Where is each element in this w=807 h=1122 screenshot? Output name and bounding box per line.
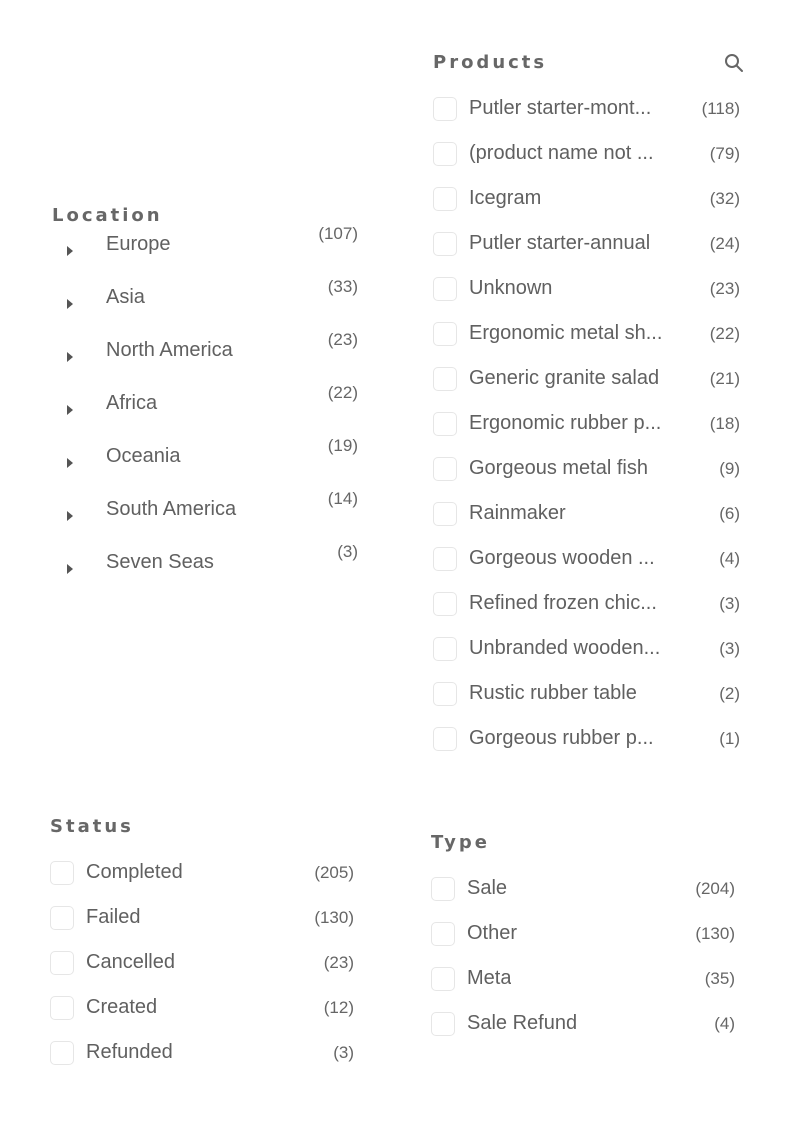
type-count: (35) [704,968,735,988]
location-item-north-america[interactable] [52,330,362,390]
product-checkbox[interactable] [433,457,457,481]
product-item[interactable] [433,86,745,131]
location-count: (22) [327,383,358,402]
product-checkbox[interactable] [433,142,457,166]
type-item-sale[interactable] [431,866,741,911]
status-label: Created [86,996,158,1018]
product-item[interactable] [433,446,745,491]
status-label: Cancelled [86,951,175,973]
location-count: (33) [327,277,358,296]
products-title: Products [433,52,548,73]
status-count: (12) [323,997,354,1017]
type-item-sale-refund[interactable] [431,1001,741,1046]
location-item-oceania[interactable] [52,436,362,496]
location-item-africa[interactable] [52,383,362,443]
product-checkbox[interactable] [433,412,457,436]
status-checkbox[interactable] [50,906,74,930]
product-item[interactable] [433,401,745,446]
product-label: Unbranded wooden... [469,637,661,659]
product-count: (1) [719,728,740,748]
type-filter-panel [431,832,741,1046]
product-label: Rustic rubber table [469,682,637,704]
location-label: Seven Seas [106,551,214,573]
status-label: Failed [86,906,141,928]
product-count: (2) [719,683,740,703]
caret-right-icon[interactable] [67,299,73,309]
product-item[interactable] [433,131,745,176]
type-item-meta[interactable] [431,956,741,1001]
product-checkbox[interactable] [433,502,457,526]
status-item-failed[interactable] [50,895,360,940]
status-count: (23) [323,952,354,972]
status-item-completed[interactable] [50,850,360,895]
product-checkbox[interactable] [433,322,457,346]
product-count: (3) [719,593,740,613]
location-label: Africa [106,392,158,414]
product-checkbox[interactable] [433,547,457,571]
product-label: Gorgeous rubber p... [469,727,654,749]
caret-right-icon[interactable] [67,458,73,468]
type-checkbox[interactable] [431,877,455,901]
search-icon[interactable] [723,52,745,74]
product-label: Putler starter-mont... [469,97,652,119]
type-count: (4) [714,1013,735,1033]
location-count: (3) [337,542,358,561]
caret-right-icon[interactable] [67,564,73,574]
product-item[interactable] [433,581,745,626]
location-title: Location [52,205,163,226]
caret-right-icon[interactable] [67,511,73,521]
status-checkbox[interactable] [50,1041,74,1065]
product-checkbox[interactable] [433,187,457,211]
product-count: (21) [709,368,740,388]
status-filter-panel [50,816,360,1075]
product-label: Icegram [469,187,542,209]
product-item[interactable] [433,716,745,761]
type-checkbox[interactable] [431,922,455,946]
status-label: Completed [86,861,183,883]
location-label: Oceania [106,445,181,467]
location-label: Europe [106,233,171,255]
status-item-refunded[interactable] [50,1030,360,1075]
product-label: Unknown [469,277,553,299]
location-count: (14) [327,489,358,508]
status-count: (3) [333,1042,354,1062]
caret-right-icon[interactable] [67,352,73,362]
product-item[interactable] [433,311,745,356]
product-checkbox[interactable] [433,727,457,751]
product-count: (22) [709,323,740,343]
location-count: (19) [327,436,358,455]
product-item[interactable] [433,176,745,221]
product-count: (32) [709,188,740,208]
product-label: Gorgeous wooden ... [469,547,655,569]
location-label: North America [106,339,233,361]
location-count: (107) [318,224,358,243]
location-item-asia[interactable] [52,277,362,337]
location-item-south-america[interactable] [52,489,362,549]
location-label: South America [106,498,237,520]
product-checkbox[interactable] [433,277,457,301]
type-title: Type [431,832,490,853]
status-count: (205) [314,862,354,882]
status-item-created[interactable] [50,985,360,1030]
status-checkbox[interactable] [50,996,74,1020]
product-checkbox[interactable] [433,232,457,256]
caret-right-icon[interactable] [67,405,73,415]
type-label: Sale Refund [467,1012,578,1034]
product-item[interactable] [433,356,745,401]
status-checkbox[interactable] [50,861,74,885]
location-count: (23) [327,330,358,349]
product-label: Generic granite salad [469,367,660,389]
type-count: (130) [695,923,735,943]
product-item[interactable] [433,626,745,671]
product-item[interactable] [433,671,745,716]
product-label: Gorgeous metal fish [469,457,648,479]
product-checkbox[interactable] [433,592,457,616]
product-count: (3) [719,638,740,658]
product-count: (18) [709,413,740,433]
product-count: (9) [719,458,740,478]
status-checkbox[interactable] [50,951,74,975]
product-label: Ergonomic metal sh... [469,322,663,344]
product-count: (118) [701,98,740,118]
product-count: (24) [709,233,740,253]
status-count: (130) [314,907,354,927]
product-count: (23) [709,278,740,298]
product-count: (6) [719,503,740,523]
type-label: Other [467,922,518,944]
product-checkbox[interactable] [433,682,457,706]
product-label: (product name not ... [469,142,654,164]
location-item-europe[interactable] [52,224,362,284]
type-checkbox[interactable] [431,967,455,991]
location-filter-panel [52,205,362,602]
status-item-cancelled[interactable] [50,940,360,985]
product-checkbox[interactable] [433,367,457,391]
location-label: Asia [106,286,145,308]
products-header [433,52,745,86]
product-count: (79) [709,143,740,163]
product-label: Ergonomic rubber p... [469,412,662,434]
status-label: Refunded [86,1041,173,1063]
product-label: Putler starter-annual [469,232,651,254]
product-checkbox[interactable] [433,637,457,661]
type-item-other[interactable] [431,911,741,956]
type-checkbox[interactable] [431,1012,455,1036]
product-checkbox[interactable] [433,97,457,121]
product-count: (4) [719,548,740,568]
caret-right-icon[interactable] [67,246,73,256]
products-filter-panel [433,52,745,761]
type-count: (204) [695,878,735,898]
product-label: Rainmaker [469,502,566,524]
product-label: Refined frozen chic... [469,592,657,614]
product-item[interactable] [433,536,745,581]
product-item[interactable] [433,266,745,311]
location-item-seven-seas[interactable] [52,542,362,602]
product-item[interactable] [433,491,745,536]
status-title: Status [50,816,134,837]
type-label: Sale [467,877,508,899]
product-item[interactable] [433,221,745,266]
type-label: Meta [467,967,512,989]
